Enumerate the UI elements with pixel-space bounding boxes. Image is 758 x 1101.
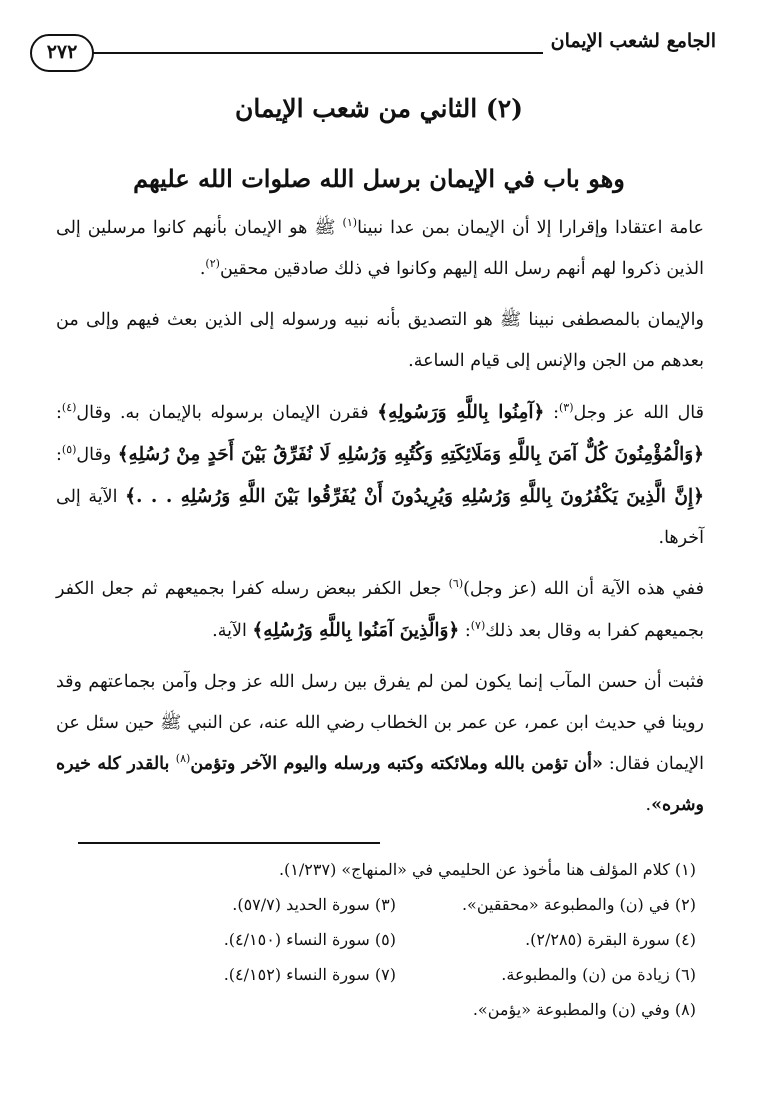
quran-verse: ﴿إِنَّ الَّذِينَ يَكْفُرُونَ بِاللَّهِ وَرُسُلِهِ وَيُرِيدُونَ أَنْ يُفَرِّقُوا بَيْنَ اللَّهِ وَرُسُلِهِ . . .﴾ bbox=[125, 486, 704, 507]
footnotes bbox=[76, 852, 696, 1027]
text: : bbox=[459, 621, 471, 641]
text: عامة اعتقادا وإقرارا إلا أن الإيمان بمن عدا نبينا bbox=[357, 218, 704, 238]
page-number: ٢٧٢ bbox=[30, 34, 94, 72]
footnote-ref: (٧) bbox=[470, 619, 486, 632]
header-rule bbox=[92, 52, 543, 54]
footnote-8: (٨) وفي (ن) والمطبوعة «يؤمن». bbox=[472, 1000, 696, 1019]
quran-verse: ﴿آمِنُوا بِاللَّهِ وَرَسُولِهِ﴾ bbox=[377, 402, 545, 423]
text: الآية إلى آخرها. bbox=[56, 487, 704, 548]
footnote-3: (٣) سورة الحديد (٥٧/٧). bbox=[232, 895, 396, 914]
footnote-5: (٥) سورة النساء (٤/١٥٠). bbox=[223, 930, 396, 949]
footnote-4: (٤) سورة البقرة (٢/٢٨٥). bbox=[525, 930, 696, 949]
text: : bbox=[56, 403, 62, 423]
paragraph-5 bbox=[56, 662, 704, 826]
text: : bbox=[544, 403, 559, 423]
paragraph-3 bbox=[56, 392, 704, 559]
footnote-2: (٢) في (ن) والمطبوعة «محققين». bbox=[461, 895, 696, 914]
running-title: الجامع لشعب الإيمان bbox=[550, 30, 716, 52]
text: فثبت أن حسن المآب إنما يكون لمن لم يفرق بين رسل الله عز وجل وآمن بجماعتهم وقد روينا في حديث ابن عمر، عن عمر بن الخطاب رضي الله عنه، عن النبي ﷺ حين سئل عن الإيمان فقال: bbox=[56, 672, 704, 774]
footnote-1: (١) كلام المؤلف هنا مأخوذ عن الحليمي في «المنهاج» (١/٢٣٧). bbox=[278, 860, 696, 879]
footnote-ref: (٦) bbox=[448, 577, 464, 590]
text: ﷺ هو الإيمان بأنهم كانوا مرسلين إلى الذين ذكروا لهم أنهم رسل الله إليهم وكانوا في ذلك صادقين محقين bbox=[56, 218, 704, 279]
hadith-quote: بالقدر كله خيره وشره» bbox=[56, 754, 704, 815]
paragraph-4 bbox=[56, 569, 704, 652]
footnote-ref: (١) bbox=[342, 216, 358, 229]
footnote-ref: (٥) bbox=[61, 443, 77, 456]
text: . bbox=[199, 259, 206, 279]
text: قال الله عز وجل bbox=[573, 403, 704, 423]
footnote-ref: (٨) bbox=[175, 752, 191, 765]
paragraph-1 bbox=[56, 208, 704, 290]
text: فقرن الإيمان برسوله بالإيمان به. وقال bbox=[76, 403, 378, 423]
paragraph-2: والإيمان بالمصطفى نبينا ﷺ هو التصديق بأنه نبيه ورسوله إلى الذين بعث فيهم وإلى من بعدهم من الجن والإنس إلى قيام الساعة. bbox=[56, 310, 704, 371]
footnote-ref: (٢) bbox=[205, 257, 220, 270]
footnote-separator bbox=[78, 842, 380, 844]
footnote-7: (٧) سورة النساء (٤/١٥٢). bbox=[223, 965, 396, 984]
text: جعل الكفر ببعض رسله كفرا بجميعهم ثم جعل الكفر بجميعهم كفرا به وقال بعد ذلك bbox=[56, 579, 704, 641]
quran-verse: ﴿وَالْمُؤْمِنُونَ كُلٌّ آمَنَ بِاللَّهِ وَمَلَائِكَتِهِ وَكُتُبِهِ وَرُسُلِهِ لَا نُفَرِّقُ بَيْنَ أَحَدٍ مِنْ رُسُلِهِ﴾ bbox=[117, 444, 704, 465]
section-title: (٢) الثاني من شعب الإيمان bbox=[234, 94, 523, 123]
footnote-6: (٦) زيادة من (ن) والمطبوعة. bbox=[501, 965, 696, 984]
main-text bbox=[56, 208, 704, 826]
hadith-quote: «أن تؤمن بالله وملائكته وكتبه ورسله واليوم الآخر وتؤمن bbox=[190, 754, 603, 774]
section-subtitle: وهو باب في الإيمان برسل الله صلوات الله عليهم bbox=[133, 164, 625, 193]
text: وقال bbox=[76, 445, 118, 465]
text: : bbox=[56, 445, 62, 465]
text: الآية. bbox=[212, 621, 253, 641]
footnote-ref: (٣) bbox=[559, 401, 574, 414]
text: . bbox=[645, 795, 652, 815]
quran-verse: ﴿وَالَّذِينَ آمَنُوا بِاللَّهِ وَرُسُلِهِ﴾ bbox=[252, 620, 460, 641]
footnote-ref: (٤) bbox=[61, 401, 77, 414]
text: ففي هذه الآية أن الله (عز وجل) bbox=[463, 579, 704, 599]
